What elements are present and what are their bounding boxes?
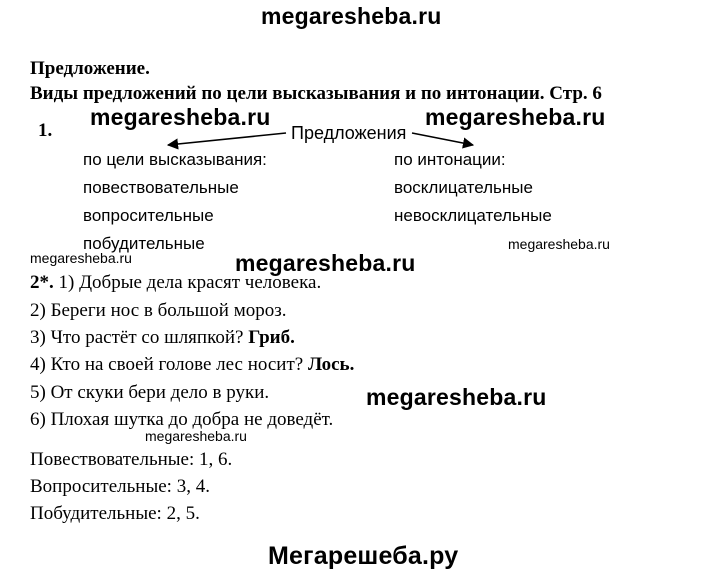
watermark-middle: megaresheba.ru <box>235 250 416 276</box>
sentence-text: 4) Кто на своей голове лес носит? <box>30 354 308 375</box>
task2-line-6 <box>30 409 333 431</box>
left-item: побудительные <box>83 234 205 253</box>
right-column-header: по интонации: <box>394 150 506 169</box>
sentence-text: 1) Добрые дела красят человека. <box>58 272 322 293</box>
right-item: восклицательные <box>394 178 533 197</box>
right-item: невосклицательные <box>394 206 552 225</box>
page-title: Предложение. <box>30 58 150 79</box>
sentence-text: 6) Плохая шутка до добра не доведёт. <box>30 409 334 430</box>
left-item: вопросительные <box>83 206 214 225</box>
result-line: Вопросительные: 3, 4. <box>30 476 210 497</box>
page-subtitle: Виды предложений по цели высказывания и по интонации. Стр. 6 <box>30 83 602 104</box>
arrow-right-icon <box>412 133 473 145</box>
task2-line-4 <box>30 354 354 376</box>
task1-number: 1. <box>38 120 53 141</box>
watermark-right: megaresheba.ru <box>425 104 606 130</box>
left-item: повествовательные <box>83 178 239 197</box>
watermark-small-left: megaresheba.ru <box>30 250 132 266</box>
watermark-left: megaresheba.ru <box>90 104 271 130</box>
watermark-bottom: Мегарешеба.ру <box>268 542 459 570</box>
watermark-small-right: megaresheba.ru <box>508 236 610 252</box>
result-line: Повествовательные: 1, 6. <box>30 449 233 470</box>
task2-line-5 <box>30 382 269 404</box>
sentence-text: 2) Береги нос в большой мороз. <box>30 300 287 321</box>
task2-line-3 <box>30 327 295 349</box>
watermark-top: megaresheba.ru <box>261 3 442 29</box>
task2-line-1 <box>30 272 321 294</box>
arrow-left-icon <box>168 133 286 145</box>
watermark-lower-right: megaresheba.ru <box>366 384 547 410</box>
sentence-answer: Лось. <box>307 354 355 375</box>
sentence-text: 5) От скуки бери дело в руки. <box>30 382 270 403</box>
left-column-header: по цели высказывания: <box>83 150 267 169</box>
result-line: Побудительные: 2, 5. <box>30 503 200 524</box>
sentence-answer: Гриб. <box>248 327 295 348</box>
watermark-small-lower: megaresheba.ru <box>145 428 247 444</box>
task2-line-2 <box>30 300 287 322</box>
task2-number: 2*. <box>30 272 54 293</box>
sentence-text: 3) Что растёт со шляпкой? <box>30 327 249 348</box>
center-word: Предложения <box>291 123 407 143</box>
